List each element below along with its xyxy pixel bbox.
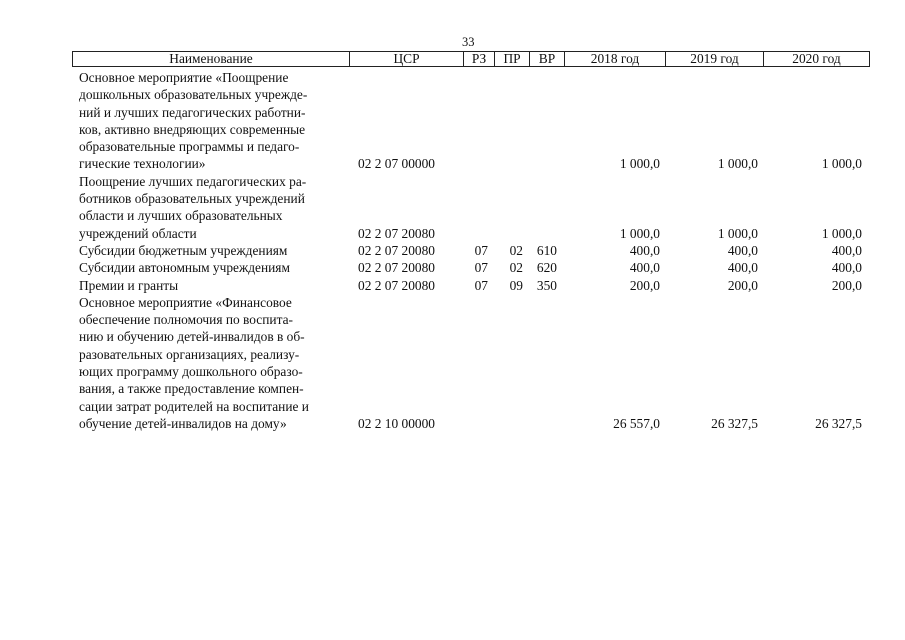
row-name-line: Субсидии бюджетным учреждениям [79, 242, 288, 258]
row-2018: 400,0 [629, 260, 660, 276]
header-csr: ЦСР [349, 52, 463, 66]
row-2020: 26 327,5 [815, 415, 862, 431]
row-2018: 1 000,0 [619, 225, 660, 241]
page-number: 33 [462, 35, 475, 49]
row-vr: 610 [536, 242, 557, 258]
row-2019: 400,0 [727, 260, 758, 276]
row-vr: 620 [536, 260, 557, 276]
row-csr: 02 2 07 00000 [358, 156, 435, 172]
row-pr: 09 [509, 277, 523, 293]
row-2018: 400,0 [629, 242, 660, 258]
row-vr: 350 [536, 277, 557, 293]
row-name-line: дошкольных образовательных учрежде- [79, 87, 308, 103]
row-2020: 1 000,0 [821, 156, 862, 172]
row-name-line: Основное мероприятие «Финансовое [79, 294, 292, 310]
row-name-line: обучение детей-инвалидов на дому» [79, 415, 287, 431]
row-name-line: обеспечение полномочия по воспита- [79, 312, 293, 328]
header-pr: ПР [494, 52, 529, 66]
row-2020: 400,0 [831, 242, 862, 258]
table-row [79, 294, 870, 432]
row-name-line: сации затрат родителей на воспитание и [79, 398, 309, 414]
row-name-line: учреждений области [79, 225, 197, 241]
row-name-line: ботников образовательных учреждений [79, 191, 305, 207]
row-csr: 02 2 07 20080 [358, 225, 435, 241]
row-name [79, 173, 351, 242]
row-name-line: образовательные программы и педаго- [79, 139, 300, 155]
row-name-line: области и лучших образовательных [79, 208, 283, 224]
table-row [79, 277, 870, 294]
table-body [79, 69, 870, 432]
row-2020: 400,0 [831, 260, 862, 276]
header-vr: ВР [529, 52, 564, 66]
row-name-line: разовательных организациях, реализу- [79, 346, 300, 362]
row-2019: 1 000,0 [717, 225, 758, 241]
row-rz: 07 [474, 242, 488, 258]
row-2019: 200,0 [727, 277, 758, 293]
header-2020: 2020 год [763, 52, 869, 66]
row-name [79, 242, 351, 259]
row-name-line: вания, а также предоставление компен- [79, 381, 304, 397]
row-2018: 26 557,0 [613, 415, 660, 431]
table-header [72, 51, 870, 67]
row-name-line: ний и лучших педагогических работни- [79, 104, 306, 120]
row-rz: 07 [474, 260, 488, 276]
row-csr: 02 2 10 00000 [358, 415, 435, 431]
row-rz: 07 [474, 277, 488, 293]
row-pr: 02 [509, 260, 523, 276]
row-name [79, 294, 351, 432]
row-name-line: нию и обучению детей-инвалидов в об- [79, 329, 305, 345]
table-row [79, 259, 870, 276]
row-2020: 200,0 [831, 277, 862, 293]
row-name [79, 69, 351, 173]
table-row [79, 173, 870, 242]
row-name-line: Субсидии автономным учреждениям [79, 260, 290, 276]
header-2018: 2018 год [564, 52, 665, 66]
table-row [79, 242, 870, 259]
row-csr: 02 2 07 20080 [358, 242, 435, 258]
row-name-line: Поощрение лучших педагогических ра- [79, 173, 307, 189]
header-name: Наименование [169, 51, 253, 66]
row-pr: 02 [509, 242, 523, 258]
row-name-line: Премии и гранты [79, 277, 179, 293]
table-row [79, 69, 870, 173]
row-csr: 02 2 07 20080 [358, 277, 435, 293]
row-name-line: гические технологии» [79, 156, 206, 172]
row-csr: 02 2 07 20080 [358, 260, 435, 276]
row-name [79, 277, 351, 294]
row-name-line: ющих программу дошкольного образо- [79, 364, 303, 380]
row-name-line: Основное мероприятие «Поощрение [79, 70, 289, 85]
row-2019: 400,0 [727, 242, 758, 258]
row-2018: 1 000,0 [619, 156, 660, 172]
row-2019: 26 327,5 [711, 415, 758, 431]
row-2020: 1 000,0 [821, 225, 862, 241]
header-rz: РЗ [463, 52, 494, 66]
row-name-line: ков, активно внедряющих современные [79, 121, 306, 137]
header-2019: 2019 год [665, 52, 763, 66]
row-2018: 200,0 [629, 277, 660, 293]
row-name [79, 259, 351, 276]
row-2019: 1 000,0 [717, 156, 758, 172]
